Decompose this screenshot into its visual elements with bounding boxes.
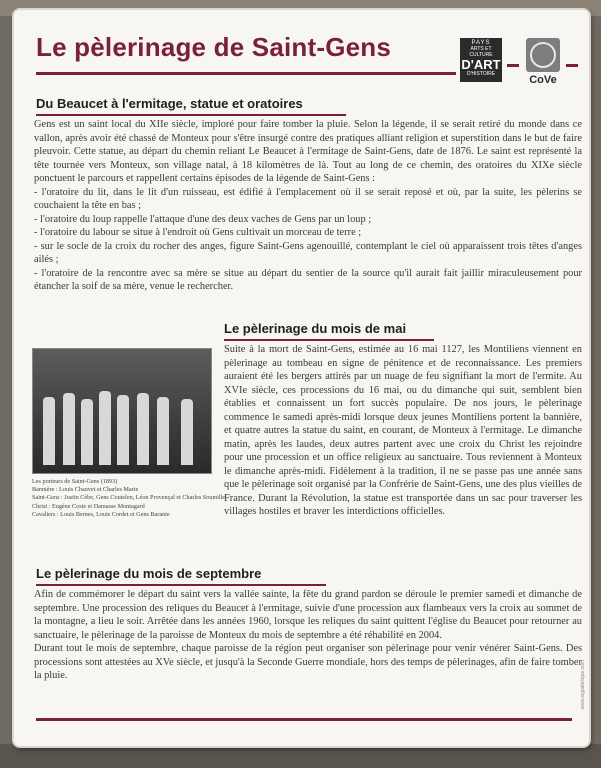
section-divider <box>224 339 434 341</box>
information-panel <box>14 10 589 746</box>
cove-logo <box>525 38 561 90</box>
section-text-mai: Suite à la mort de Saint-Gens, estimée au 16 mai 1127, les Montiliens viennent en pèlerinage au tombeau en signe de pénitence et de reconnaissance. Les premiers auraient été les bergers attirés par un nuage de feu signifiant la mort de l'ermite. Au XVIe siècle, ces processions du 16 mai, ou du dimanche qui suit, semblent bien établies et connaissent un fort succès populaire. De nos jours, le pèlerinage commence le samedi après-midi lorsque deux jeunes Montiliens portent la bannière, et quatre autres la statue du saint, en courant, de Monteux à l'ermitage. Le dimanche matin, après les laudes, deux autres partent avec une croix du Christ les rejoindre pour une procession et un office religieux au sanctuaire. Tous reviennent à Monteux le dimanche après-midi. Fidèlement à la tradition, il ne se passe pas une année sans que le pèlerinage soit organisé par la Confrérie de Saint-Gens, une des plus vieilles de France. Durant la Révolution, la statue est transportée dans un sac pour traverser les villages hostiles et braver les interdictions officielles. <box>224 344 582 517</box>
title-divider <box>36 72 456 75</box>
section-divider <box>36 114 346 116</box>
logo-text: D'ART <box>461 57 501 72</box>
logo-text: D'HISTOIRE <box>466 71 496 77</box>
section-text-septembre: Afin de commémorer le départ du saint vers la vallée sainte, la fête du grand pardon se déroule le premier samedi et dimanche de septembre. Une procession des reliques du Beaucet à l'ermitage, suivie d'une procession aux flambeaux vers la croix au sommet de la montagne, a lieu le soir. Arrêtée dans les années 1960, lorsque les reliques du saint quittent l'église du Beaucet pour retourner au sanctuaire, le pèlerinage de la paroisse de Monteux du mois de septembre a été réhabilité en 2004. Durant tout le mois de septembre, chaque paroisse de la région peut organiser son pèlerinage pour venir vénérer Saint-Gens. Des processions sont attestées au XVe siècle, et jusqu'à la Seconde Guerre mondiale, hors des temps de pèlerinages, afin de faire tomber la pluie. <box>34 589 582 681</box>
photo-caption <box>32 478 232 519</box>
section-divider <box>36 584 326 586</box>
stone-wall-bottom <box>0 744 601 768</box>
caption-line: Cavaliers : Louis Bernes, Louis Cordet et Gens Baranie <box>32 510 170 518</box>
bottom-divider <box>36 718 572 721</box>
caption-line: Christ : Eugène Coste et Damasse Montagard <box>32 502 145 510</box>
logo-text: ARTS ET CULTURE <box>469 46 493 58</box>
caption-line: Les porteurs de Saint-Gens (1893) <box>32 478 118 485</box>
section-heading-beaucet: Du Beaucet à l'ermitage, statue et oratoires <box>36 96 303 111</box>
panel-title: Le pèlerinage de Saint-Gens <box>36 32 392 62</box>
cove-logo-text: CoVe <box>529 74 557 86</box>
section-text-beaucet: Gens est un saint local du XIIe siècle, imploré pour faire tomber la pluie. Selon la légende, il se serait retiré du monde dans ce vallon, après avoir été chassé de Monteux pour s'être insurgé contre des pratiques alliant religion et superstition dans le but de faire pleuvoir. Cette statue, au départ du chemin reliant Le Beaucet à l'ermitage de Saint-Gens, date de 1876. Le saint est représenté la tête tournée vers Monteux, son village natal, à 18 kilomètres de là. Tout au long de ce chemin, des oratoires du XIXe siècle ponctuent le parcours et rappellent certains épisodes de la légende de Saint-Gens : - l'oratoire du lit, dans le lit d'un ruisseau, est édifié à l'emplacement où il se serait reposé et où, par la suite, les pèlerins se couchaient la tête en bas ; - l'oratoire du loup rappelle l'attaque d'une des deux vaches de Gens par un loup ; - l'oratoire du labour se situe à l'endroit où Gens cultivait un morceau de terre ; - sur le socle de la croix du rocher des anges, figure Saint-Gens agenouillé, contemplant le ciel où apparaissent trois têtes d'anges ailés ; - l'oratoire de la rencontre avec sa mère se situe au départ du sentier de la source qu'il aurait fait jaillir miraculeusement pour étancher la soif de sa mère, venue le rechercher. <box>34 119 582 292</box>
section-heading-septembre: Le pèlerinage du mois de septembre <box>36 566 262 581</box>
logo-divider <box>507 64 519 67</box>
caption-line: Bannière : Louis Chauvet et Charles Marie <box>32 486 139 494</box>
historic-photo <box>32 348 212 474</box>
logo-text: PAYS <box>471 40 491 46</box>
pays-art-histoire-logo <box>460 38 502 82</box>
section-heading-mai: Le pèlerinage du mois de mai <box>224 321 407 336</box>
credit-text: www.signaletique.com <box>580 660 586 710</box>
logo-divider <box>566 64 578 67</box>
caption-line: Saint-Gens : Justin Cèbe, Gens Coutelen, Léon Provençal et Charles Soumille <box>32 494 226 502</box>
seal-icon <box>526 38 560 72</box>
